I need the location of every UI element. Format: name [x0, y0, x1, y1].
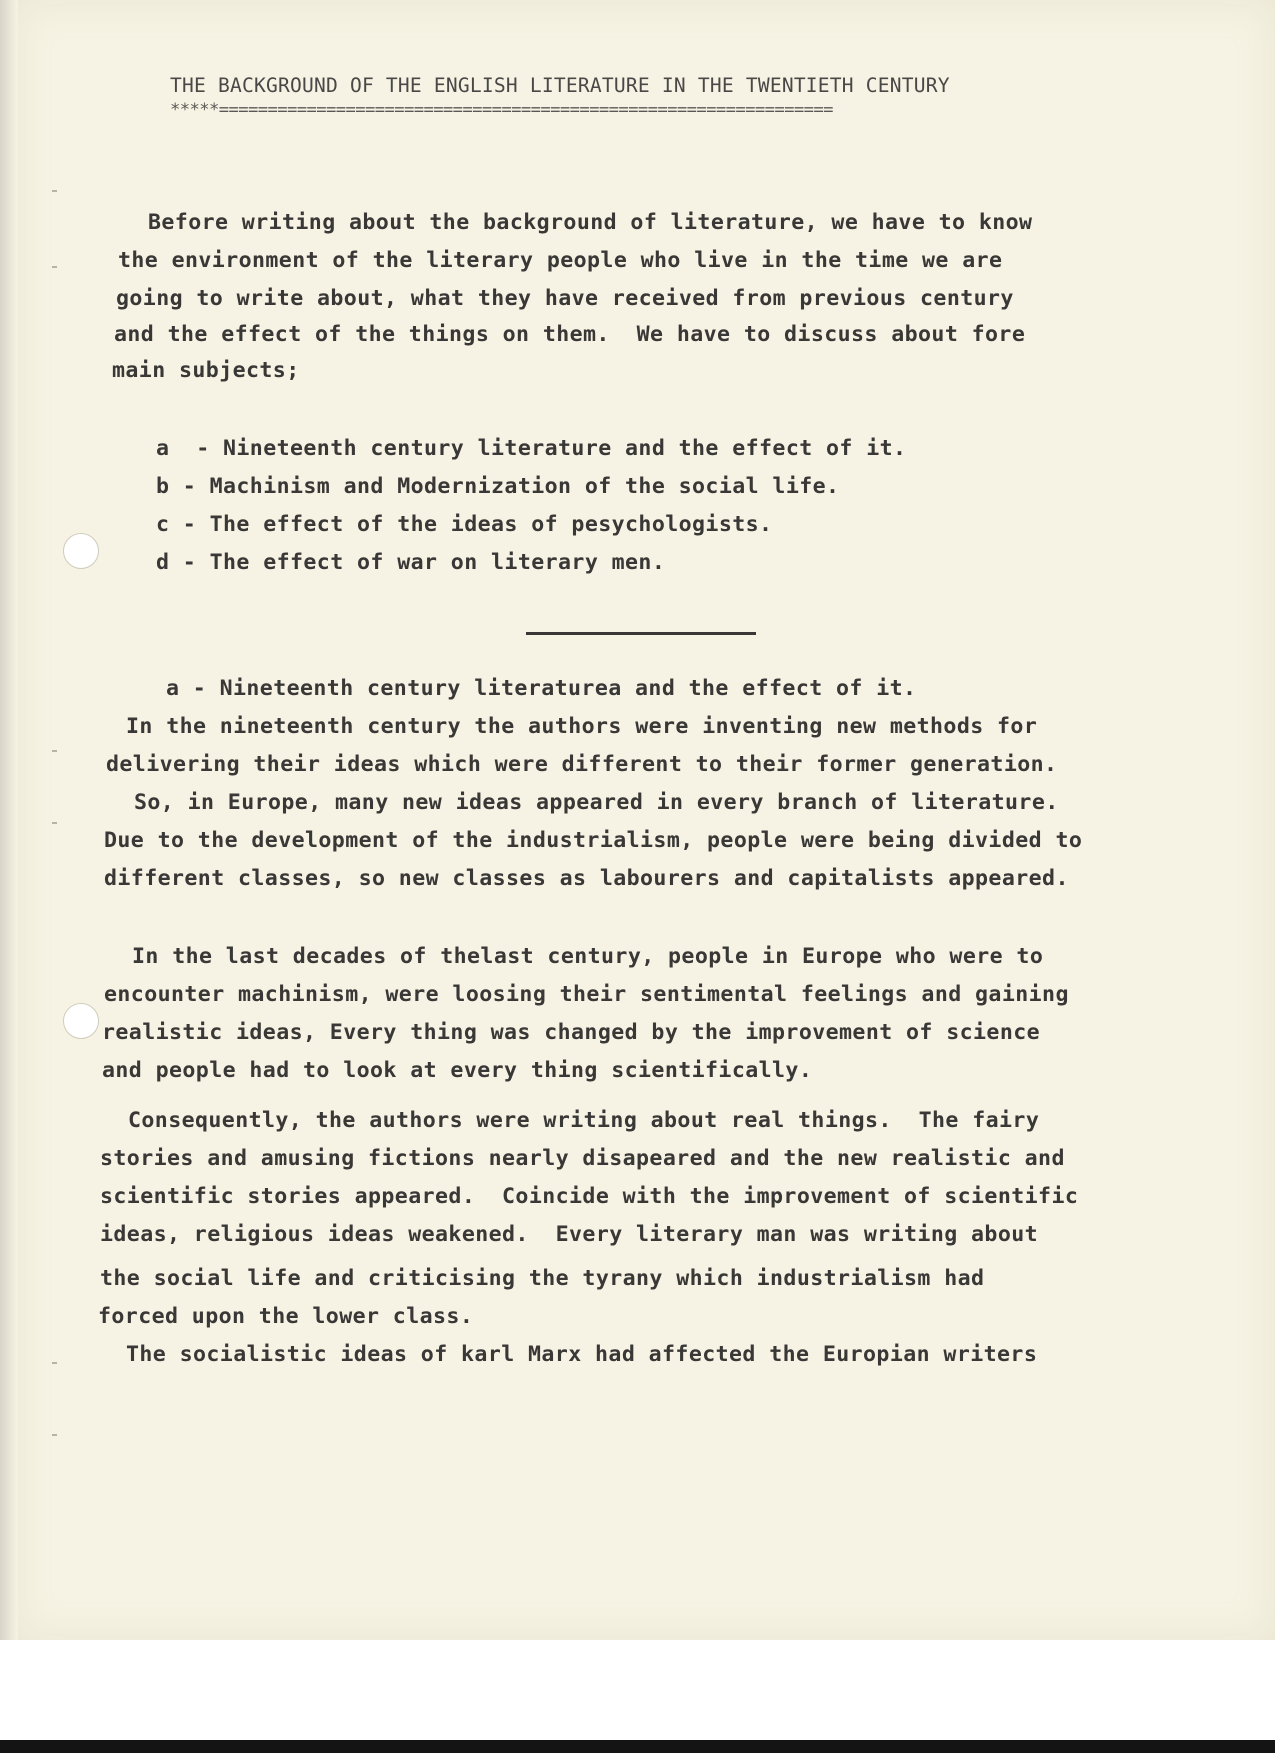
title-underline-rule: *****=============================================================== — [170, 100, 833, 120]
section-a-heading: a - Nineteenth century literaturea and the effect of it. — [166, 676, 917, 701]
intro-line: Before writing about the background of literature, we have to know — [148, 210, 1033, 235]
section-a-para3-line: scientific stories appeared. Coincide with the improvement of scientific — [100, 1184, 1079, 1209]
section-a-para1-line: So, in Europe, many new ideas appeared in every branch of literature. — [134, 790, 1059, 815]
section-a-para3-line: stories and amusing fictions nearly disapeared and the new realistic and — [100, 1146, 1065, 1171]
section-a-para3-line: ideas, religious ideas weakened. Every literary man was writing about — [100, 1222, 1039, 1247]
section-a-para1-line: different classes, so new classes as labourers and capitalists appeared. — [104, 866, 1069, 891]
intro-line: going to write about, what they have received from previous century — [116, 286, 1014, 311]
margin-mark — [52, 190, 57, 192]
intro-line: and the effect of the things on them. We have to discuss about fore — [114, 322, 1026, 347]
subject-item: c - The effect of the ideas of pesychologists. — [156, 512, 773, 537]
subject-item: a - Nineteenth century literature and the effect of it. — [156, 436, 907, 461]
document-title: THE BACKGROUND OF THE ENGLISH LITERATURE IN THE TWENTIETH CENTURY — [170, 74, 950, 97]
section-a-para1-line: In the nineteenth century the authors were inventing new methods for — [126, 714, 1038, 739]
section-a-para2-line: realistic ideas, Every thing was changed by the improvement of science — [102, 1020, 1041, 1045]
section-a-para2-line: In the last decades of thelast century, people in Europe who were to — [132, 944, 1044, 969]
intro-line: the environment of the literary people who live in the time we are — [118, 248, 1003, 273]
intro-line: main subjects; — [112, 358, 300, 383]
subject-item: b - Machinism and Modernization of the social life. — [156, 474, 840, 499]
section-a-para3-line: Consequently, the authors were writing about real things. The fairy — [128, 1108, 1040, 1133]
margin-mark — [52, 750, 57, 752]
section-a-para1-line: delivering their ideas which were different to their former generation. — [106, 752, 1058, 777]
section-a-para3-line: the social life and criticising the tyrany which industrialism had — [100, 1266, 985, 1291]
section-divider — [526, 632, 756, 635]
margin-mark — [52, 266, 57, 268]
section-a-para2-line: encounter machinism, were loosing their sentimental feelings and gaining — [104, 982, 1069, 1007]
section-a-para4-line: The socialistic ideas of karl Marx had affected the Europian writers — [126, 1342, 1038, 1367]
section-a-para3-line: forced upon the lower class. — [98, 1304, 474, 1329]
paper-sheet — [14, 0, 1275, 1640]
section-a-para1-line: Due to the development of the industrialism, people were being divided to — [104, 828, 1083, 853]
scan-bottom-band — [0, 1740, 1275, 1753]
subject-item: d - The effect of war on literary men. — [156, 550, 666, 575]
margin-mark — [52, 1362, 57, 1364]
margin-mark — [52, 1434, 57, 1436]
paper-edge-shadow — [0, 0, 18, 1640]
punch-hole-top — [63, 533, 99, 569]
section-a-para2-line: and people had to look at every thing scientifically. — [102, 1058, 813, 1083]
punch-hole-bottom — [63, 1003, 99, 1039]
margin-mark — [52, 822, 57, 824]
